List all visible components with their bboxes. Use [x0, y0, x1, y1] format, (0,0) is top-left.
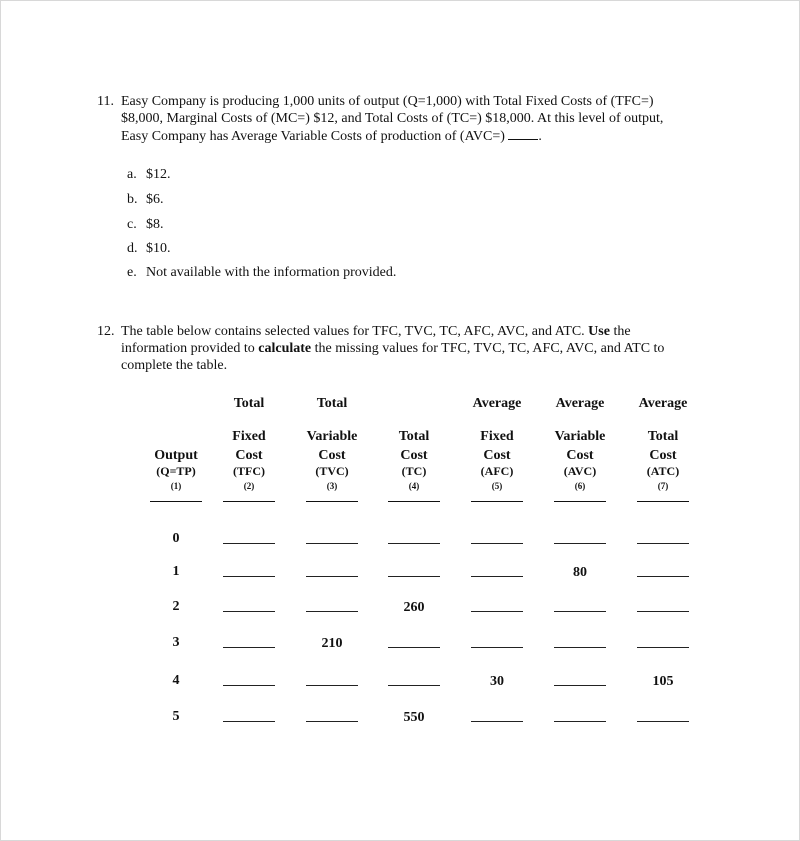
question-text-bold: calculate — [258, 341, 312, 356]
choice-d[interactable] — [127, 241, 171, 257]
column-header-abbr: (AVC) — [563, 464, 597, 478]
choice-text: $12. — [146, 167, 171, 182]
table-answer-blank[interactable] — [471, 543, 523, 544]
table-answer-blank[interactable] — [306, 543, 358, 544]
choice-label: c. — [127, 217, 137, 232]
table-answer-blank[interactable] — [471, 647, 523, 648]
column-header-top: Average — [638, 396, 688, 411]
column-underline — [223, 501, 275, 502]
table-answer-blank[interactable] — [223, 721, 275, 722]
question-text-line: $8,000, Marginal Costs of (MC=) $12, and Total Costs of (TC=) $18,000. At this level of output, — [121, 111, 664, 126]
question-text: information provided to — [121, 341, 255, 356]
question-11 — [97, 93, 717, 145]
column-number: (4) — [408, 481, 420, 491]
table-answer-blank[interactable] — [554, 611, 606, 612]
table-answer-blank[interactable] — [637, 721, 689, 722]
question-12 — [97, 323, 717, 375]
column-header-abbr: (TC) — [401, 464, 427, 478]
column-header-line1: Fixed — [480, 429, 514, 444]
output-value: 1 — [172, 564, 180, 579]
table-answer-blank[interactable] — [554, 543, 606, 544]
table-answer-blank[interactable] — [637, 647, 689, 648]
table-answer-blank[interactable] — [554, 647, 606, 648]
column-number: (3) — [326, 481, 338, 491]
table-answer-blank[interactable] — [637, 611, 689, 612]
column-header-line2: Cost — [649, 448, 677, 463]
table-answer-blank[interactable] — [223, 685, 275, 686]
column-header-line1: Fixed — [232, 429, 266, 444]
table-answer-blank[interactable] — [388, 576, 440, 577]
choice-a[interactable] — [127, 167, 171, 183]
choice-text: $6. — [146, 192, 164, 207]
column-underline — [554, 501, 606, 502]
column-number: (7) — [657, 481, 669, 491]
answer-blank — [508, 127, 538, 140]
column-header-top: Average — [472, 396, 522, 411]
table-answer-blank[interactable] — [388, 647, 440, 648]
table-answer-blank[interactable] — [223, 576, 275, 577]
table-answer-blank[interactable] — [388, 685, 440, 686]
column-underline — [306, 501, 358, 502]
column-underline — [637, 501, 689, 502]
choice-e[interactable] — [127, 265, 396, 281]
column-header-top: Average — [555, 396, 605, 411]
choice-c[interactable] — [127, 217, 164, 233]
question-text-line — [121, 323, 717, 340]
column-header-line2: Output — [154, 448, 198, 463]
choice-text: Not available with the information provided. — [146, 265, 397, 280]
question-number: 12. — [97, 324, 115, 339]
column-underline — [388, 501, 440, 502]
column-underline — [150, 501, 202, 502]
column-header-top: Total — [233, 396, 265, 411]
table-answer-blank[interactable] — [306, 721, 358, 722]
choice-text: $10. — [146, 241, 171, 256]
table-answer-blank[interactable] — [223, 611, 275, 612]
question-text-bold: Use — [588, 324, 610, 339]
table-answer-blank[interactable] — [554, 685, 606, 686]
table-answer-blank[interactable] — [306, 576, 358, 577]
column-header-line1: Variable — [554, 429, 606, 444]
column-header-line2: Cost — [483, 448, 511, 463]
column-header-abbr: (TVC) — [315, 464, 349, 478]
column-header-line2: Cost — [235, 448, 263, 463]
column-header-top: Total — [316, 396, 348, 411]
output-value: 5 — [172, 709, 180, 724]
column-underline — [471, 501, 523, 502]
question-text-end: . — [538, 129, 542, 144]
column-header-line1: Variable — [306, 429, 358, 444]
table-cell-value: 80 — [573, 565, 587, 580]
question-text: the missing values for TFC, TVC, TC, AFC, AVC, and ATC to — [314, 341, 665, 356]
question-number: 11. — [97, 94, 114, 109]
column-number: (5) — [491, 481, 503, 491]
column-header-line2: Cost — [566, 448, 594, 463]
output-value: 3 — [172, 635, 180, 650]
output-value: 0 — [172, 531, 180, 546]
question-text-line: Easy Company is producing 1,000 units of output (Q=1,000) with Total Fixed Costs of (TFC=) — [121, 94, 654, 109]
column-header-abbr: (Q=TP) — [156, 464, 196, 478]
table-answer-blank[interactable] — [637, 576, 689, 577]
choice-label: a. — [127, 167, 137, 182]
choice-label: d. — [127, 241, 138, 256]
choice-text: $8. — [146, 217, 164, 232]
table-answer-blank[interactable] — [471, 576, 523, 577]
column-number: (6) — [574, 481, 586, 491]
table-answer-blank[interactable] — [637, 543, 689, 544]
column-header-abbr: (AFC) — [480, 464, 514, 478]
table-answer-blank[interactable] — [471, 721, 523, 722]
choice-label: e. — [127, 265, 137, 280]
table-cell-value: 550 — [403, 710, 425, 725]
column-header-abbr: (ATC) — [646, 464, 680, 478]
table-answer-blank[interactable] — [388, 543, 440, 544]
question-text-line: complete the table. — [121, 358, 228, 373]
column-header-abbr: (TFC) — [233, 464, 265, 478]
table-answer-blank[interactable] — [554, 721, 606, 722]
table-cell-value: 105 — [652, 674, 674, 689]
question-text: the — [613, 324, 631, 339]
choice-b[interactable] — [127, 192, 164, 208]
column-header-line1: Total — [647, 429, 679, 444]
column-header-line2: Cost — [400, 448, 428, 463]
table-cell-value: 30 — [490, 674, 504, 689]
table-answer-blank[interactable] — [223, 647, 275, 648]
output-value: 2 — [172, 599, 180, 614]
column-number: (1) — [170, 481, 182, 491]
table-answer-blank[interactable] — [223, 543, 275, 544]
question-text: The table below contains selected values for TFC, TVC, TC, AFC, AVC, and ATC. — [121, 324, 585, 339]
table-answer-blank[interactable] — [471, 611, 523, 612]
column-header-line1: Total — [398, 429, 430, 444]
table-answer-blank[interactable] — [306, 611, 358, 612]
table-cell-value: 210 — [321, 636, 343, 651]
output-value: 4 — [172, 673, 180, 688]
choice-label: b. — [127, 192, 138, 207]
question-text-line — [121, 340, 717, 357]
column-header-line2: Cost — [318, 448, 346, 463]
question-text: Easy Company has Average Variable Costs of production of (AVC=) — [121, 129, 505, 144]
question-text-line — [121, 127, 717, 145]
table-cell-value: 260 — [403, 600, 425, 615]
column-number: (2) — [243, 481, 255, 491]
table-answer-blank[interactable] — [306, 685, 358, 686]
